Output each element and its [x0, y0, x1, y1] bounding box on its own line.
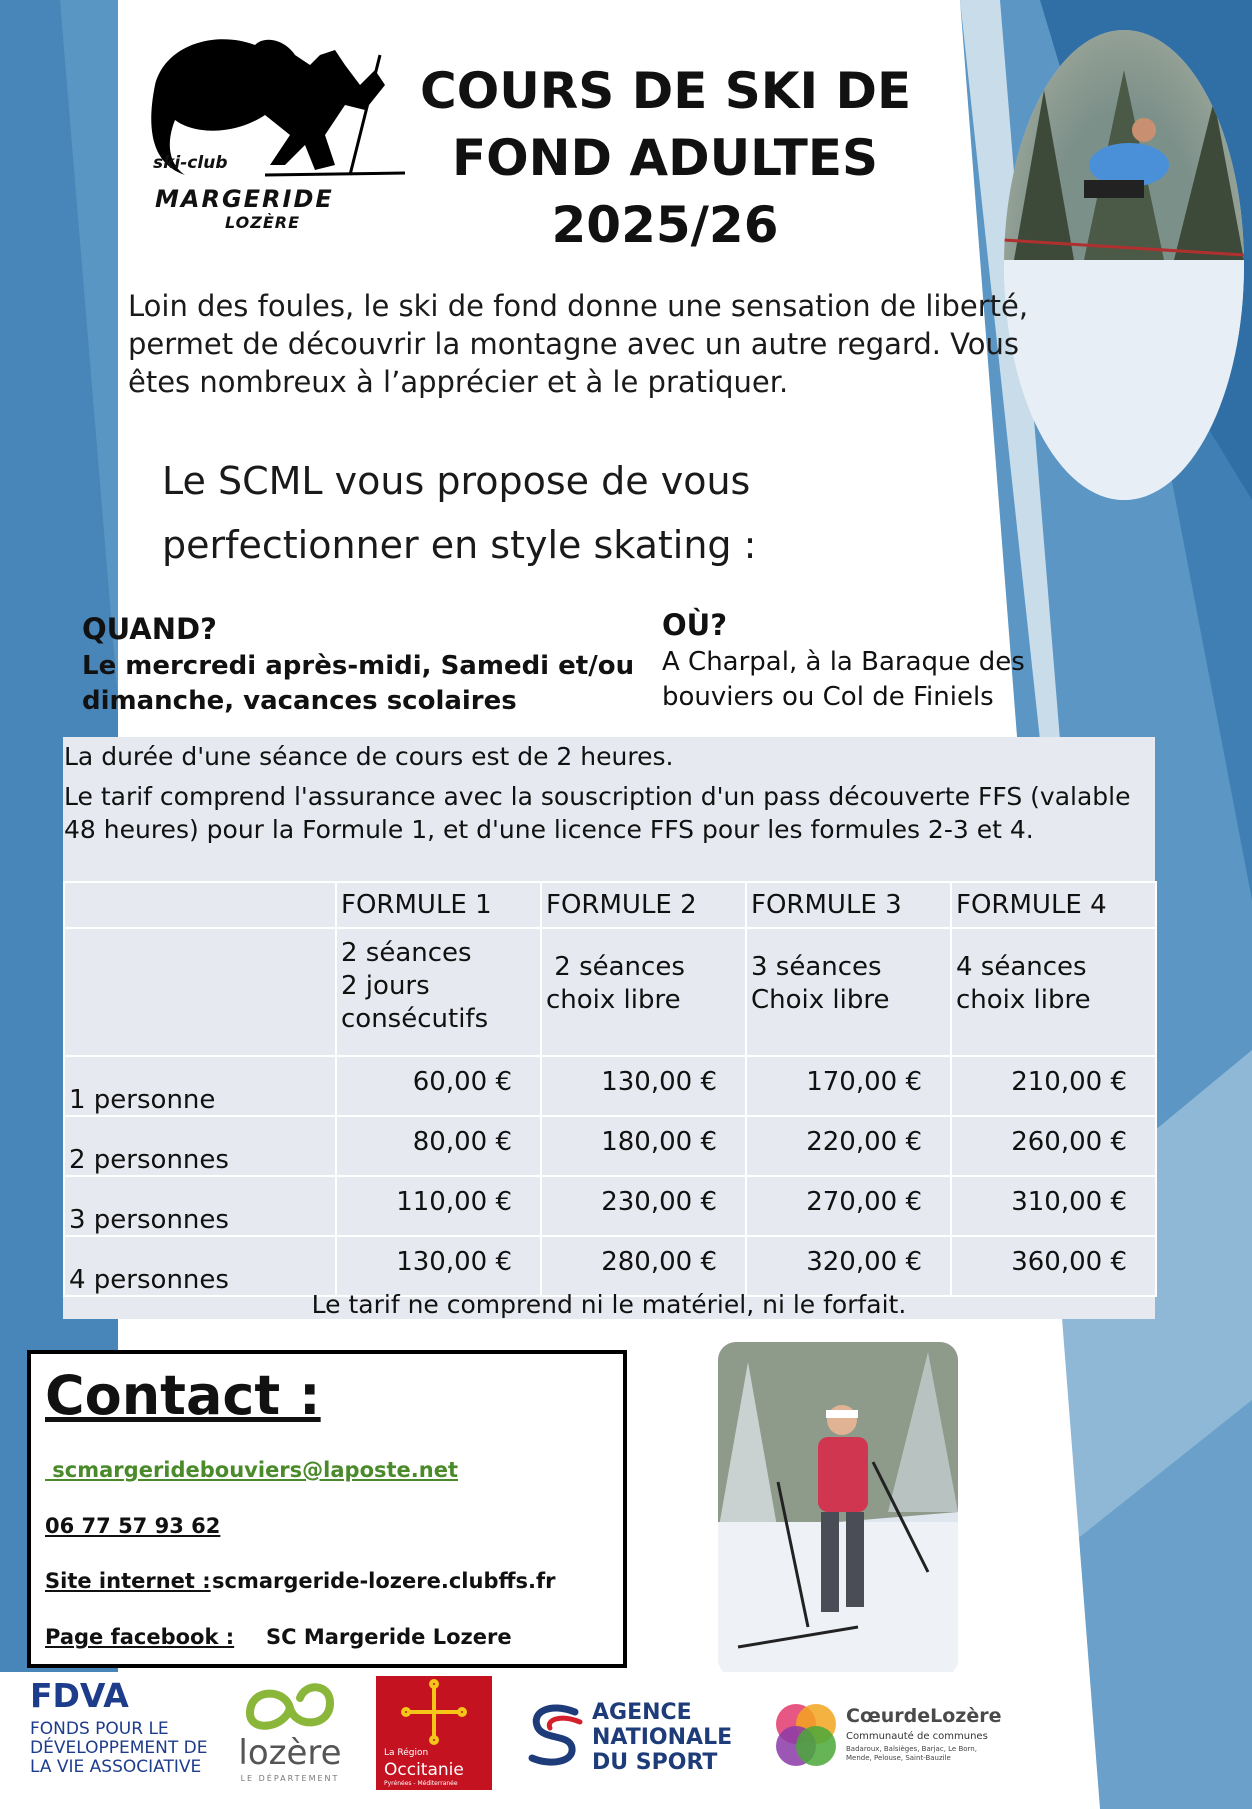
where-line-1: A Charpal, à la Baraque des [662, 647, 1025, 677]
ans-line-1: AGENCE [592, 1700, 692, 1725]
coeur-de-lozere-logo [766, 1696, 856, 1776]
row-label: 4 personnes [64, 1236, 336, 1296]
price-cell: 230,00 € [541, 1176, 746, 1236]
price-cell: 360,00 € [951, 1236, 1156, 1296]
formula-3-description [746, 928, 951, 1056]
price-cell: 260,00 € [951, 1116, 1156, 1176]
when-line-2: dimanche, vacances scolaires [82, 686, 517, 716]
formula-1-desc-line: consécutifs [341, 1004, 489, 1034]
logo-lozere-text: LOZÈRE [225, 213, 301, 232]
pricing-note: Le tarif ne comprend ni le matériel, ni le forfait. [311, 1290, 907, 1319]
formula-2-desc-line: 2 séances [546, 952, 685, 982]
occitanie-small: La Région [384, 1748, 429, 1758]
table-description-row [64, 928, 1156, 1056]
fdva-title: FDVA [30, 1676, 129, 1715]
photo-skier-classic [718, 1342, 958, 1677]
club-logo [145, 25, 415, 245]
price-cell: 170,00 € [746, 1056, 951, 1116]
contact-phone[interactable]: 06 77 57 93 62 [45, 1514, 221, 1538]
when-line-1: Le mercredi après-midi, Samedi et/ou [82, 651, 635, 681]
facebook-value[interactable]: SC Margeride Lozere [266, 1625, 512, 1649]
coeur-de-lozere-subtitle: Communauté de communes [846, 1731, 988, 1742]
formula-4-header: FORMULE 4 [951, 882, 1156, 928]
price-cell: 310,00 € [951, 1176, 1156, 1236]
formula-2-header: FORMULE 2 [541, 882, 746, 928]
row-label: 3 personnes [64, 1176, 336, 1236]
table-row [64, 1116, 1156, 1176]
fdva-subtitle: FONDS POUR LE DÉVELOPPEMENT DE LA VIE ASSOCIATIVE [30, 1719, 208, 1777]
formula-1-header: FORMULE 1 [336, 882, 541, 928]
title-line-3: 2025/26 [551, 196, 779, 254]
scml-offer [162, 449, 882, 577]
logo-ski-club-text: ski-club [153, 153, 228, 173]
contact-title: Contact : [45, 1364, 321, 1427]
price-cell: 280,00 € [541, 1236, 746, 1296]
ans-line-2: NATIONALE [592, 1725, 733, 1750]
price-cell: 220,00 € [746, 1116, 951, 1176]
table-row [64, 1176, 1156, 1236]
lozere-infinity-icon [230, 1678, 350, 1738]
price-cell: 270,00 € [746, 1176, 951, 1236]
table-corner-cell [64, 882, 336, 928]
page-title [420, 58, 910, 259]
contact-email-link[interactable]: scmargeridebouviers@laposte.net [45, 1458, 458, 1482]
occitanie-name: Occitanie [384, 1760, 464, 1780]
formula-2-desc-line: choix libre [546, 985, 681, 1015]
when-text [82, 649, 642, 719]
coeur-de-lozere-communes: Badaroux, Balsièges, Barjac, Le Born, Mende, Pelouse, Saint-Bauzile [846, 1745, 977, 1762]
ans-s-icon [520, 1700, 590, 1770]
scml-line-2: perfectionner en style skating : [162, 523, 757, 567]
price-cell: 80,00 € [336, 1116, 541, 1176]
coeur-de-lozere-circles-icon [766, 1696, 856, 1776]
row-label: 2 personnes [64, 1116, 336, 1176]
formula-4-description [951, 928, 1156, 1056]
price-cell: 180,00 € [541, 1116, 746, 1176]
title-line-2: FOND ADULTES [451, 129, 879, 187]
formula-1-desc-line: 2 jours [341, 971, 430, 1001]
formula-1-description [336, 928, 541, 1056]
coeur-de-lozere-name: CœurdeLozère [846, 1705, 1002, 1727]
website-value[interactable]: scmargeride-lozere.clubffs.fr [212, 1569, 556, 1593]
lozere-subtitle: LE DÉPARTEMENT [240, 1774, 340, 1783]
price-cell: 210,00 € [951, 1056, 1156, 1116]
table-empty-cell [64, 928, 336, 1056]
pricing-table [63, 881, 1157, 1297]
where-text [662, 645, 1042, 715]
formula-3-desc-line: Choix libre [751, 985, 890, 1015]
insurance-text: Le tarif comprend l'assurance avec la souscription d'un pass découverte FFS (valable 48 heures) pour la Formule 1, et d'une licence FFS pour les formules 2-3 et 4. [64, 782, 1131, 844]
intro-paragraph: Loin des foules, le ski de fond donne une sensation de liberté, permet de découvrir la montagne avec un autre regard. Vous êtes nombreux à l’apprécier et à le pratiquer. [128, 289, 1029, 399]
logo-margeride-text: MARGERIDE [155, 185, 334, 213]
duration-text: La durée d'une séance de cours est de 2 heures. [64, 742, 674, 771]
scml-line-1: Le SCML vous propose de vous [162, 459, 751, 503]
price-cell: 130,00 € [541, 1056, 746, 1116]
formula-1-desc-line: 2 séances [341, 938, 472, 968]
price-cell: 130,00 € [336, 1236, 541, 1296]
ans-logo [520, 1700, 590, 1770]
table-row [64, 1236, 1156, 1296]
title-line-1: COURS DE SKI DE [420, 62, 912, 120]
price-cell: 60,00 € [336, 1056, 541, 1116]
formula-2-description [541, 928, 746, 1056]
where-heading: OÙ? [662, 608, 728, 642]
lozere-name: lozère [238, 1733, 342, 1773]
formula-3-header: FORMULE 3 [746, 882, 951, 928]
where-line-2: bouviers ou Col de Finiels [662, 682, 994, 712]
facebook-label: Page facebook : [45, 1625, 235, 1649]
photo-skater-jumping [1004, 30, 1244, 500]
occitanie-cross-icon [376, 1676, 492, 1746]
formula-3-desc-line: 3 séances [751, 952, 882, 982]
price-cell: 320,00 € [746, 1236, 951, 1296]
when-heading: QUAND? [82, 612, 217, 646]
price-cell: 110,00 € [336, 1176, 541, 1236]
ans-line-3: DU SPORT [592, 1750, 718, 1775]
formula-4-desc-line: 4 séances [956, 952, 1087, 982]
table-header-row [64, 882, 1156, 928]
occitanie-subtitle: Pyrénées - Méditerranée [384, 1780, 458, 1787]
table-row [64, 1056, 1156, 1116]
row-label: 1 personne [64, 1056, 336, 1116]
formula-4-desc-line: choix libre [956, 985, 1091, 1015]
website-label: Site internet : [45, 1569, 211, 1593]
